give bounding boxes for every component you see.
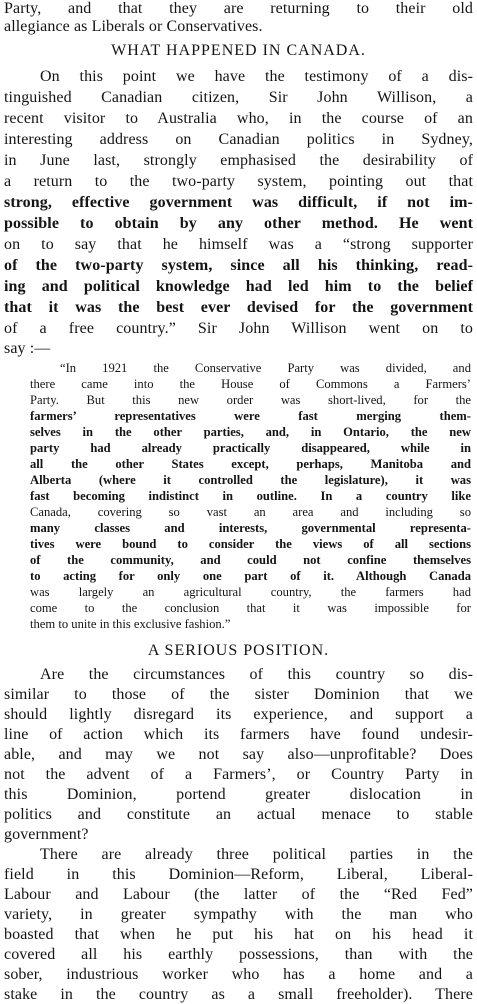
text-line: interesting address on Canadian politics in Sydney, (4, 131, 473, 148)
text-line: strong, effective government was difficult, if not im- (4, 194, 473, 211)
quote-line: party had already practically disappeared, while in (30, 441, 471, 455)
text-line: Are the circumstances of this country so dis- (40, 666, 473, 683)
text-line: say :— (4, 340, 51, 357)
text-line: variety, in greater sympathy with the man who (4, 906, 473, 923)
quote-line: come to the conclusion that it was impossible for (30, 601, 471, 615)
text-line: covered all his earthly possessions, than with the (4, 946, 473, 963)
text-line: in June last, strongly emphasised the desirability of (4, 152, 473, 169)
text-line: politics and constitute an actual menace to stable (4, 806, 473, 823)
text-line: of the two-party system, since all his thinking, read- (4, 257, 473, 274)
text-line: ing and political knowledge had led him to the belief (4, 278, 473, 295)
text-line: that it was the best ever devised for the government (4, 299, 473, 316)
quote-line: Canada, covering so vast an area and including so (30, 505, 471, 519)
text-line: a return to the two-party system, pointing out that (4, 173, 473, 190)
quote-line: there came into the House of Commons a Farmers’ (30, 377, 471, 391)
text-line: allegiance as Liberals or Conservatives. (4, 18, 263, 35)
text-line: recent visitor to Australia who, in the course of an (4, 110, 473, 127)
quote-line: them to unite in this exclusive fashion.” (30, 617, 231, 631)
quote-line: farmers’ representatives were fast merging them- (30, 409, 471, 423)
text-line: not the advent of a Farmers’, or Country Party in (4, 766, 473, 783)
text-line: this Dominion, portend greater dislocation in (4, 786, 473, 803)
quote-line: fast becoming indistinct in outline. In a country like (30, 489, 471, 503)
quote-line: to acting for only one part of it. Although Canada (30, 569, 471, 583)
text-line: On this point we have the testimony of a dis- (40, 68, 473, 85)
text-line: government? (4, 826, 89, 843)
text-line: boasted that when he put his hat on his head it (4, 926, 473, 943)
quote-line: of the community, and could not confine themselves (30, 553, 471, 567)
quote-line: all the other States except, perhaps, Manitoba and (30, 457, 471, 471)
text-line: should lightly disregard its experience, and support a (4, 706, 473, 723)
quote-line: tives were bound to consider the views of all sections (30, 537, 471, 551)
text-line: tinguished Canadian citizen, Sir John Willison, a (4, 89, 473, 106)
quote-line: Alberta (where it controlled the legislature), it was (30, 473, 471, 487)
text-line: There are already three political parties in the (40, 846, 473, 863)
section-heading-serious-position: A SERIOUS POSITION. (147, 642, 330, 659)
text-line: Party, and that they are returning to their old (4, 0, 473, 17)
text-line: line of action which its farmers have found undesir- (4, 726, 473, 743)
text-line: field in this Dominion—Reform, Liberal, Liberal- (4, 866, 473, 883)
quote-line: many classes and interests, governmental representa- (30, 521, 471, 535)
text-line: stake in the country as a small freeholder). There (4, 986, 473, 1003)
quote-line: “In 1921 the Conservative Party was divided, and (60, 361, 471, 375)
text-line: of a free country.” Sir John Willison went on to (4, 320, 473, 337)
text-line: possible to obtain by any other method. He went (4, 215, 473, 232)
quote-line: was largely an agricultural country, the farmers had (30, 585, 471, 599)
quote-line: selves in the other parties, and, in Ontario, the new (30, 425, 471, 439)
text-line: sober, industrious worker who has a home and a (4, 966, 473, 983)
quote-line: Party. But this new order was short-lived, for the (30, 393, 471, 407)
text-line: similar to those of the sister Dominion that we (4, 686, 473, 703)
text-line: able, and may we not say also—unprofitable? Does (4, 746, 473, 763)
text-line: on to say that he himself was a “strong supporter (4, 236, 473, 253)
section-heading-canada: WHAT HAPPENED IN CANADA. (111, 42, 366, 59)
text-line: Labour and Labour (the latter of the “Red Fed” (4, 886, 473, 903)
